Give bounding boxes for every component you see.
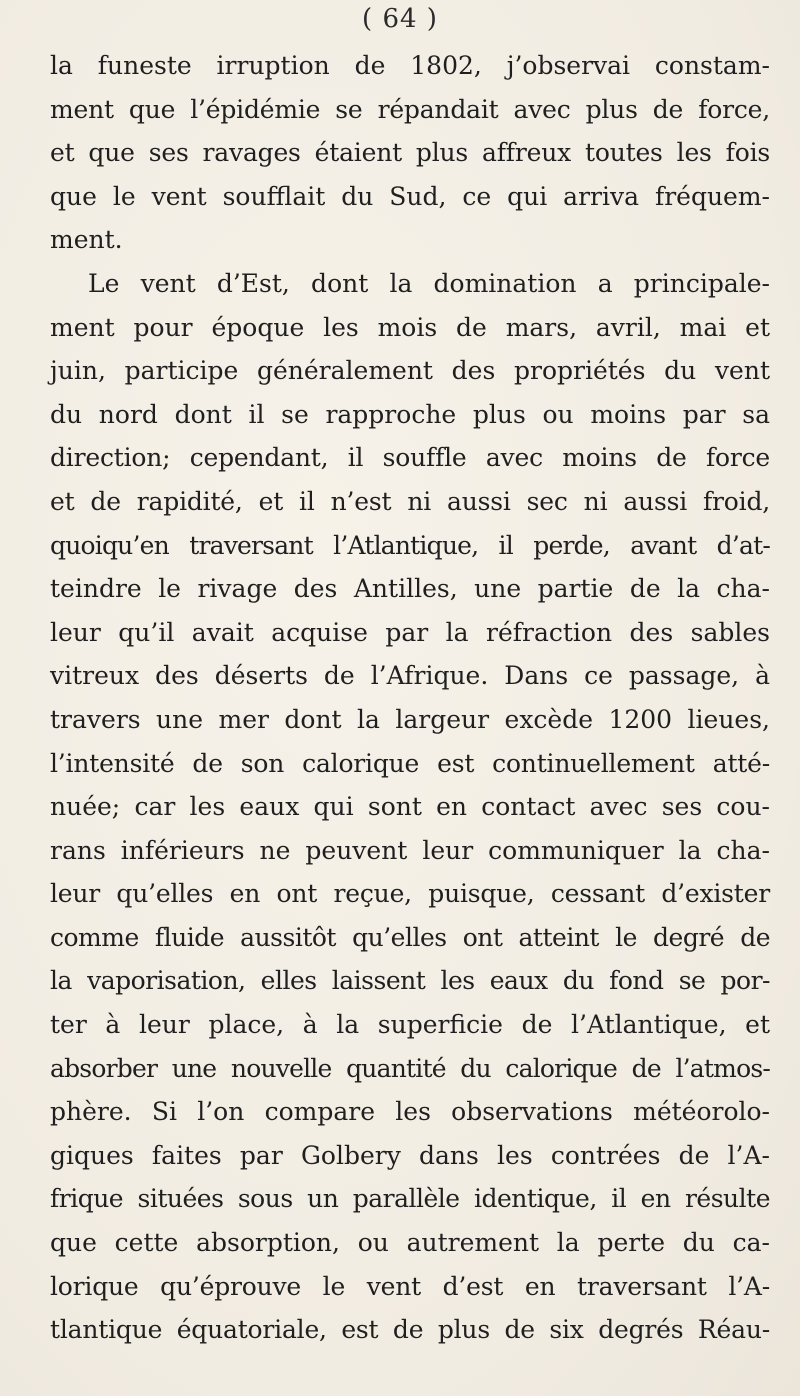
text-line: leur qu’il avait acquise par la réfraction des sables: [50, 617, 770, 647]
text-line: ment pour époque les mois de mars, avril, mai et: [50, 312, 770, 342]
body-text: [50, 44, 770, 1352]
text-line: comme fluide aussitôt qu’elles ont atteint le degré de: [50, 922, 770, 952]
text-line: lorique qu’éprouve le vent d’est en traversant l’A-: [50, 1271, 770, 1301]
text-line: que cette absorption, ou autrement la perte du ca-: [50, 1228, 770, 1258]
text-line: tlantique équatoriale, est de plus de six degrés Réau-: [50, 1315, 770, 1345]
text-line: ment.: [50, 225, 123, 255]
text-line: giques faites par Golbery dans les contrées de l’A-: [50, 1140, 770, 1170]
text-line: absorber une nouvelle quantité du calorique de l’atmos-: [50, 1053, 770, 1083]
text-line: rans inférieurs ne peuvent leur communiquer la cha-: [50, 835, 770, 865]
text-line: nuée; car les eaux qui sont en contact avec ses cou-: [50, 792, 770, 822]
text-line: quoiqu’en traversant l’Atlantique, il perde, avant d’at-: [50, 530, 770, 560]
text-line: phère. Si l’on compare les observations météorolo-: [50, 1097, 770, 1127]
paragraph: [50, 262, 770, 1352]
text-line: que le vent soufflait du Sud, ce qui arriva fréquem-: [50, 181, 770, 211]
paragraph: [50, 44, 770, 262]
text-line: et de rapidité, et il n’est ni aussi sec ni aussi froid,: [50, 486, 770, 516]
text-line: travers une mer dont la largeur excède 1200 lieues,: [50, 704, 770, 734]
text-line: frique situées sous un parallèle identique, il en résulte: [50, 1184, 770, 1214]
text-line: leur qu’elles en ont reçue, puisque, cessant d’exister: [50, 879, 770, 909]
text-line: ter à leur place, à la superficie de l’Atlantique, et: [50, 1010, 770, 1040]
page-number: ( 64 ): [362, 4, 438, 34]
text-line: la vaporisation, elles laissent les eaux du fond se por-: [50, 966, 770, 996]
text-line: la funeste irruption de 1802, j’observai constam-: [50, 51, 770, 80]
text-line: vitreux des déserts de l’Afrique. Dans ce passage, à: [50, 661, 770, 691]
text-line: et que ses ravages étaient plus affreux toutes les fois: [50, 138, 770, 168]
text-line: l’intensité de son calorique est continuellement atté-: [50, 748, 770, 778]
text-line: du nord dont il se rapproche plus ou moins par sa: [50, 399, 770, 429]
text-line: direction; cependant, il souffle avec moins de force: [50, 443, 770, 473]
text-line: juin, participe généralement des propriétés du vent: [50, 356, 770, 386]
text-line: Le vent d’Est, dont la domination a principale-: [88, 268, 770, 298]
text-line: ment que l’épidémie se répandait avec plus de force,: [50, 94, 770, 124]
text-line: teindre le rivage des Antilles, une partie de la cha-: [50, 574, 770, 604]
